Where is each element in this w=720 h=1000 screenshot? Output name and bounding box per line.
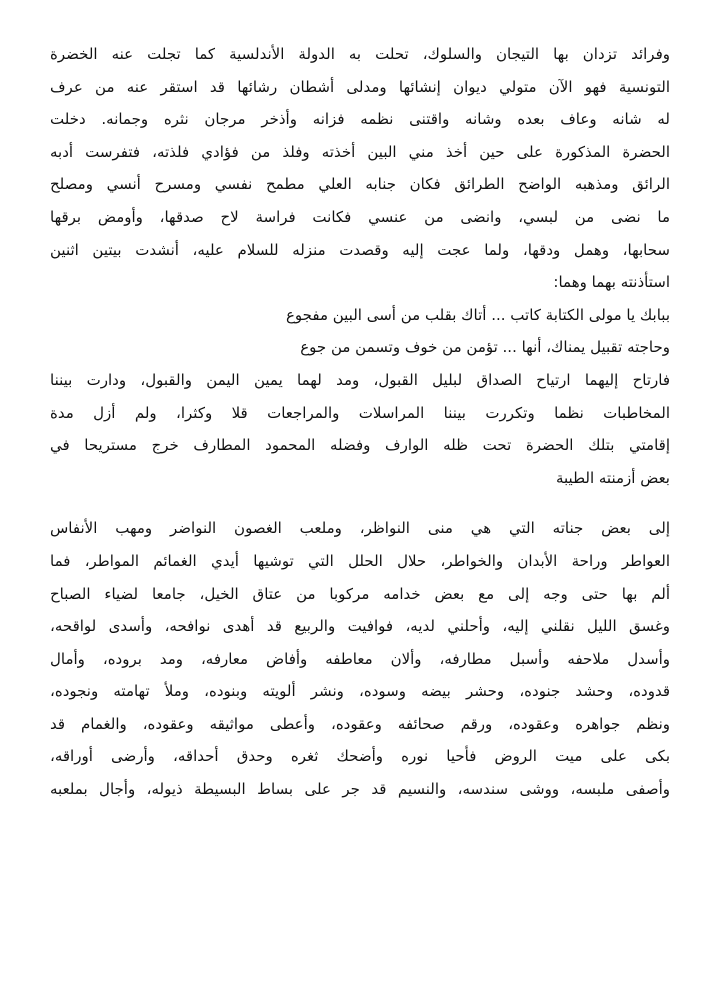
verse-line: وحاجته تقبيل يمناك، أنها ... تؤمن من خوف وتسمن من جوع [300, 338, 670, 357]
text-line: ونظم جواهره وعقوده، ورقم صحائفه وعقوده، وأعطى مواثيقه وعقوده، والغمام قد [50, 714, 670, 733]
text-line: بعض أزمنته الطيبة [555, 468, 670, 487]
text-line: المخاطبات نظما وتكررت بيننا المراسلات والمراجعات قلا وكثرا، ولم أزل مدة [50, 403, 670, 422]
paragraph-garden [50, 512, 670, 805]
text-line: ألم بها حتى وجه إلى مع بعض خدامه مركوبا من عتاق الخيل، جامعا لضياء الصباح [50, 584, 670, 603]
text-line: العواطر وراحة الأبدان والخواطر، حلال الحلل التي توشيها أيدي الغمائم المواطر، فما [50, 551, 670, 570]
paragraph-response [50, 364, 670, 494]
text-line: استأذنته بهما وهما: [553, 273, 670, 292]
verse-line: ببابك يا مولى الكتابة كاتب ... أتاك بقلب من أسى البين مفجوع [285, 305, 670, 324]
paragraph-gap [50, 494, 670, 512]
text-line: الرائق ومذهبه الواضح الطرائق فكان جنابه العلي مطمح نفسي ومسرح أنسي ومصلح [50, 175, 670, 194]
text-line: وأسدل ملاحفه وأسبل مطارفه، وألان معاطفه وأفاض معارفه، ومد بروده، وأمال [50, 649, 670, 668]
paragraph-intro [50, 38, 670, 299]
text-line: بكى على ميت الروض فأحيا نوره وأضحك ثغره وحدق أحداقه، وأرضى أوراقه، [50, 747, 670, 766]
text-line: سحابها، وهمل ودقها، ولما عجت إليه وقصدت منزله للسلام عليه، أنشدت بيتين اثنين [50, 240, 670, 259]
text-line: وفرائد تزدان بها التيجان والسلوك، تحلت به الدولة الأندلسية كما تجلت عنه الخضرة [50, 45, 670, 63]
text-line: ما نضى من لبسي، وانضى من عنسي فكانت فراسة لاح صدقها، وأومض برقها [50, 207, 670, 226]
poem-verses [50, 299, 670, 364]
text-line: التونسية فهو الآن متولي ديوان إنشائها ومدلى أشطان رشائها قد استقر عنه من عرف [50, 77, 670, 96]
text-line: له شانه وعاف بعده وشانه واقتنى نظمه فزانه وأذخر مرجان نثره وجمانه. دخلت [50, 110, 670, 129]
text-line: إلى بعض جناته التي هي منى النواظر، وملعب الغصون النواضر ومهب الأنفاس [50, 519, 670, 538]
text-line: وأصفى ملبسه، ووشى سندسه، والنسيم قد جر على بساط البسيطة ذيوله، وأجال بملعبه [50, 780, 670, 799]
text-line: الحضرة المذكورة على حين أخذ مني البين أخذته وفلذ من فؤادي فلذته، فتفرست أدبه [50, 142, 670, 161]
text-line: فارتاح إليهما ارتياح الصداق لبليل القبول، ومد لهما يمين اليمن والقبول، ودارت بيننا [50, 370, 670, 389]
text-line: قدوده، وحشد جنوده، وحشر بيضه وسوده، ونشر ألويته وبنوده، وملأ تهامته ونجوده، [50, 682, 670, 701]
text-line: إقامتي بتلك الحضرة تحت ظله الوارف وفضله المحمود المطارف خرج مستريحا في [50, 436, 670, 455]
text-line: وغسق الليل نقلني إليه، وأحلني لديه، فوافيت والربيع قد أهدى نوافحه، وأسدى لواقحه، [50, 617, 670, 636]
